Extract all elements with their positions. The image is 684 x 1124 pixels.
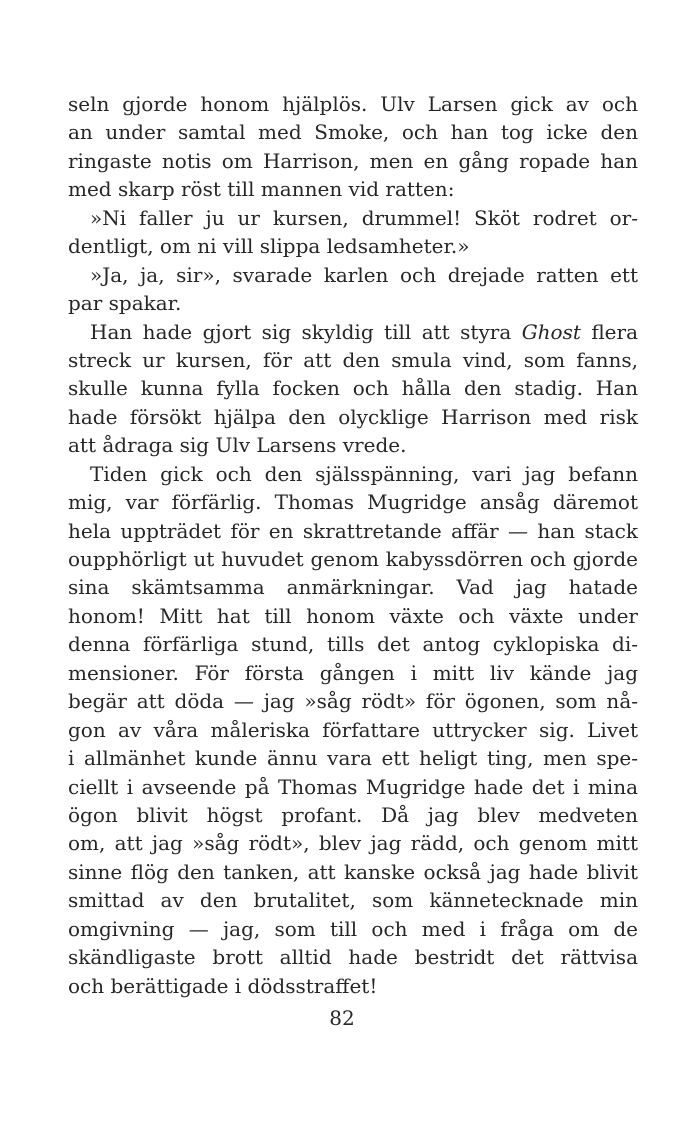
text-line: ögon blivit högst profant. Då jag blev medveten [68, 802, 638, 827]
text-line: sina skämtsamma anmärkningar. Vad jag hatade [68, 575, 638, 600]
text-segment: Han hade gjort sig skyldig till att styra [90, 319, 522, 344]
text-line: dentligt, om ni vill slippa ledsamheter.» [68, 234, 470, 259]
text-line: sinne flög den tanken, att kanske också jag hade blivit [68, 859, 638, 884]
text-line: »Ja, ja, sir», svarade karlen och drejade ratten ett [90, 262, 638, 287]
text-line: seln gjorde honom hjälplös. Ulv Larsen gick av och [68, 92, 638, 116]
ship-name: Ghost [521, 319, 581, 344]
text-line: smittad av den brutalitet, som kännetecknade min [68, 888, 638, 913]
text-line: gon av våra måleriska författare uttrycker sig. Livet [68, 717, 638, 742]
body-text [68, 90, 638, 1000]
text-line: ringaste notis om Harrison, men en gång ropade han [68, 148, 638, 173]
text-line: om, att jag »såg rödt», blev jag rädd, och genom mitt [68, 831, 638, 856]
text-line: att ådraga sig Ulv Larsens vrede. [68, 433, 407, 458]
text-line: honom! Mitt hat till honom växte och växte under [68, 603, 638, 628]
text-line: denna förfärliga stund, tills det antog cyklopiska di- [68, 632, 638, 657]
text-line: mig, var förfärlig. Thomas Mugridge ansåg däremot [68, 490, 638, 515]
text-line: an under samtal med Smoke, och han tog icke den [68, 120, 638, 145]
text-line-with-ship-name [68, 318, 638, 346]
text-segment: flera [580, 319, 638, 344]
text-line: streck ur kursen, för att den smula vind, som fanns, [68, 347, 638, 372]
text-line: hela uppträdet för en skrattretande affär — han stack [68, 518, 638, 543]
text-line: i allmänhet kunde ännu vara ett heligt ting, men spe- [68, 746, 638, 771]
text-line: skulle kunna fylla focken och hålla den stadig. Han [68, 376, 638, 401]
text-line: »Ni faller ju ur kursen, drummel! Sköt rodret or- [90, 205, 638, 230]
text-line: oupphörligt ut huvudet genom kabyssdörren och gjorde [68, 547, 638, 571]
text-line: ciellt i avseende på Thomas Mugridge hade det i mina [68, 774, 638, 799]
text-line: par spakar. [68, 291, 182, 316]
text-line: och berättigade i dödsstraffet! [68, 973, 378, 998]
page-number: 82 [329, 1006, 355, 1030]
text-line: begär att döda — jag »såg rödt» för ögonen, som nå- [68, 689, 638, 714]
text-line: Tiden gick och den själsspänning, vari jag befann [90, 461, 638, 486]
text-line: omgivning — jag, som till och med i fråga om de [68, 916, 638, 941]
text-line: hade försökt hjälpa den olycklige Harrison med risk [68, 404, 638, 429]
text-line: med skarp röst till mannen vid ratten: [68, 177, 455, 202]
text-line: skändligaste brott alltid hade bestridt det rättvisa [68, 945, 638, 970]
text-line: mensioner. För första gången i mitt liv kände jag [68, 660, 638, 685]
